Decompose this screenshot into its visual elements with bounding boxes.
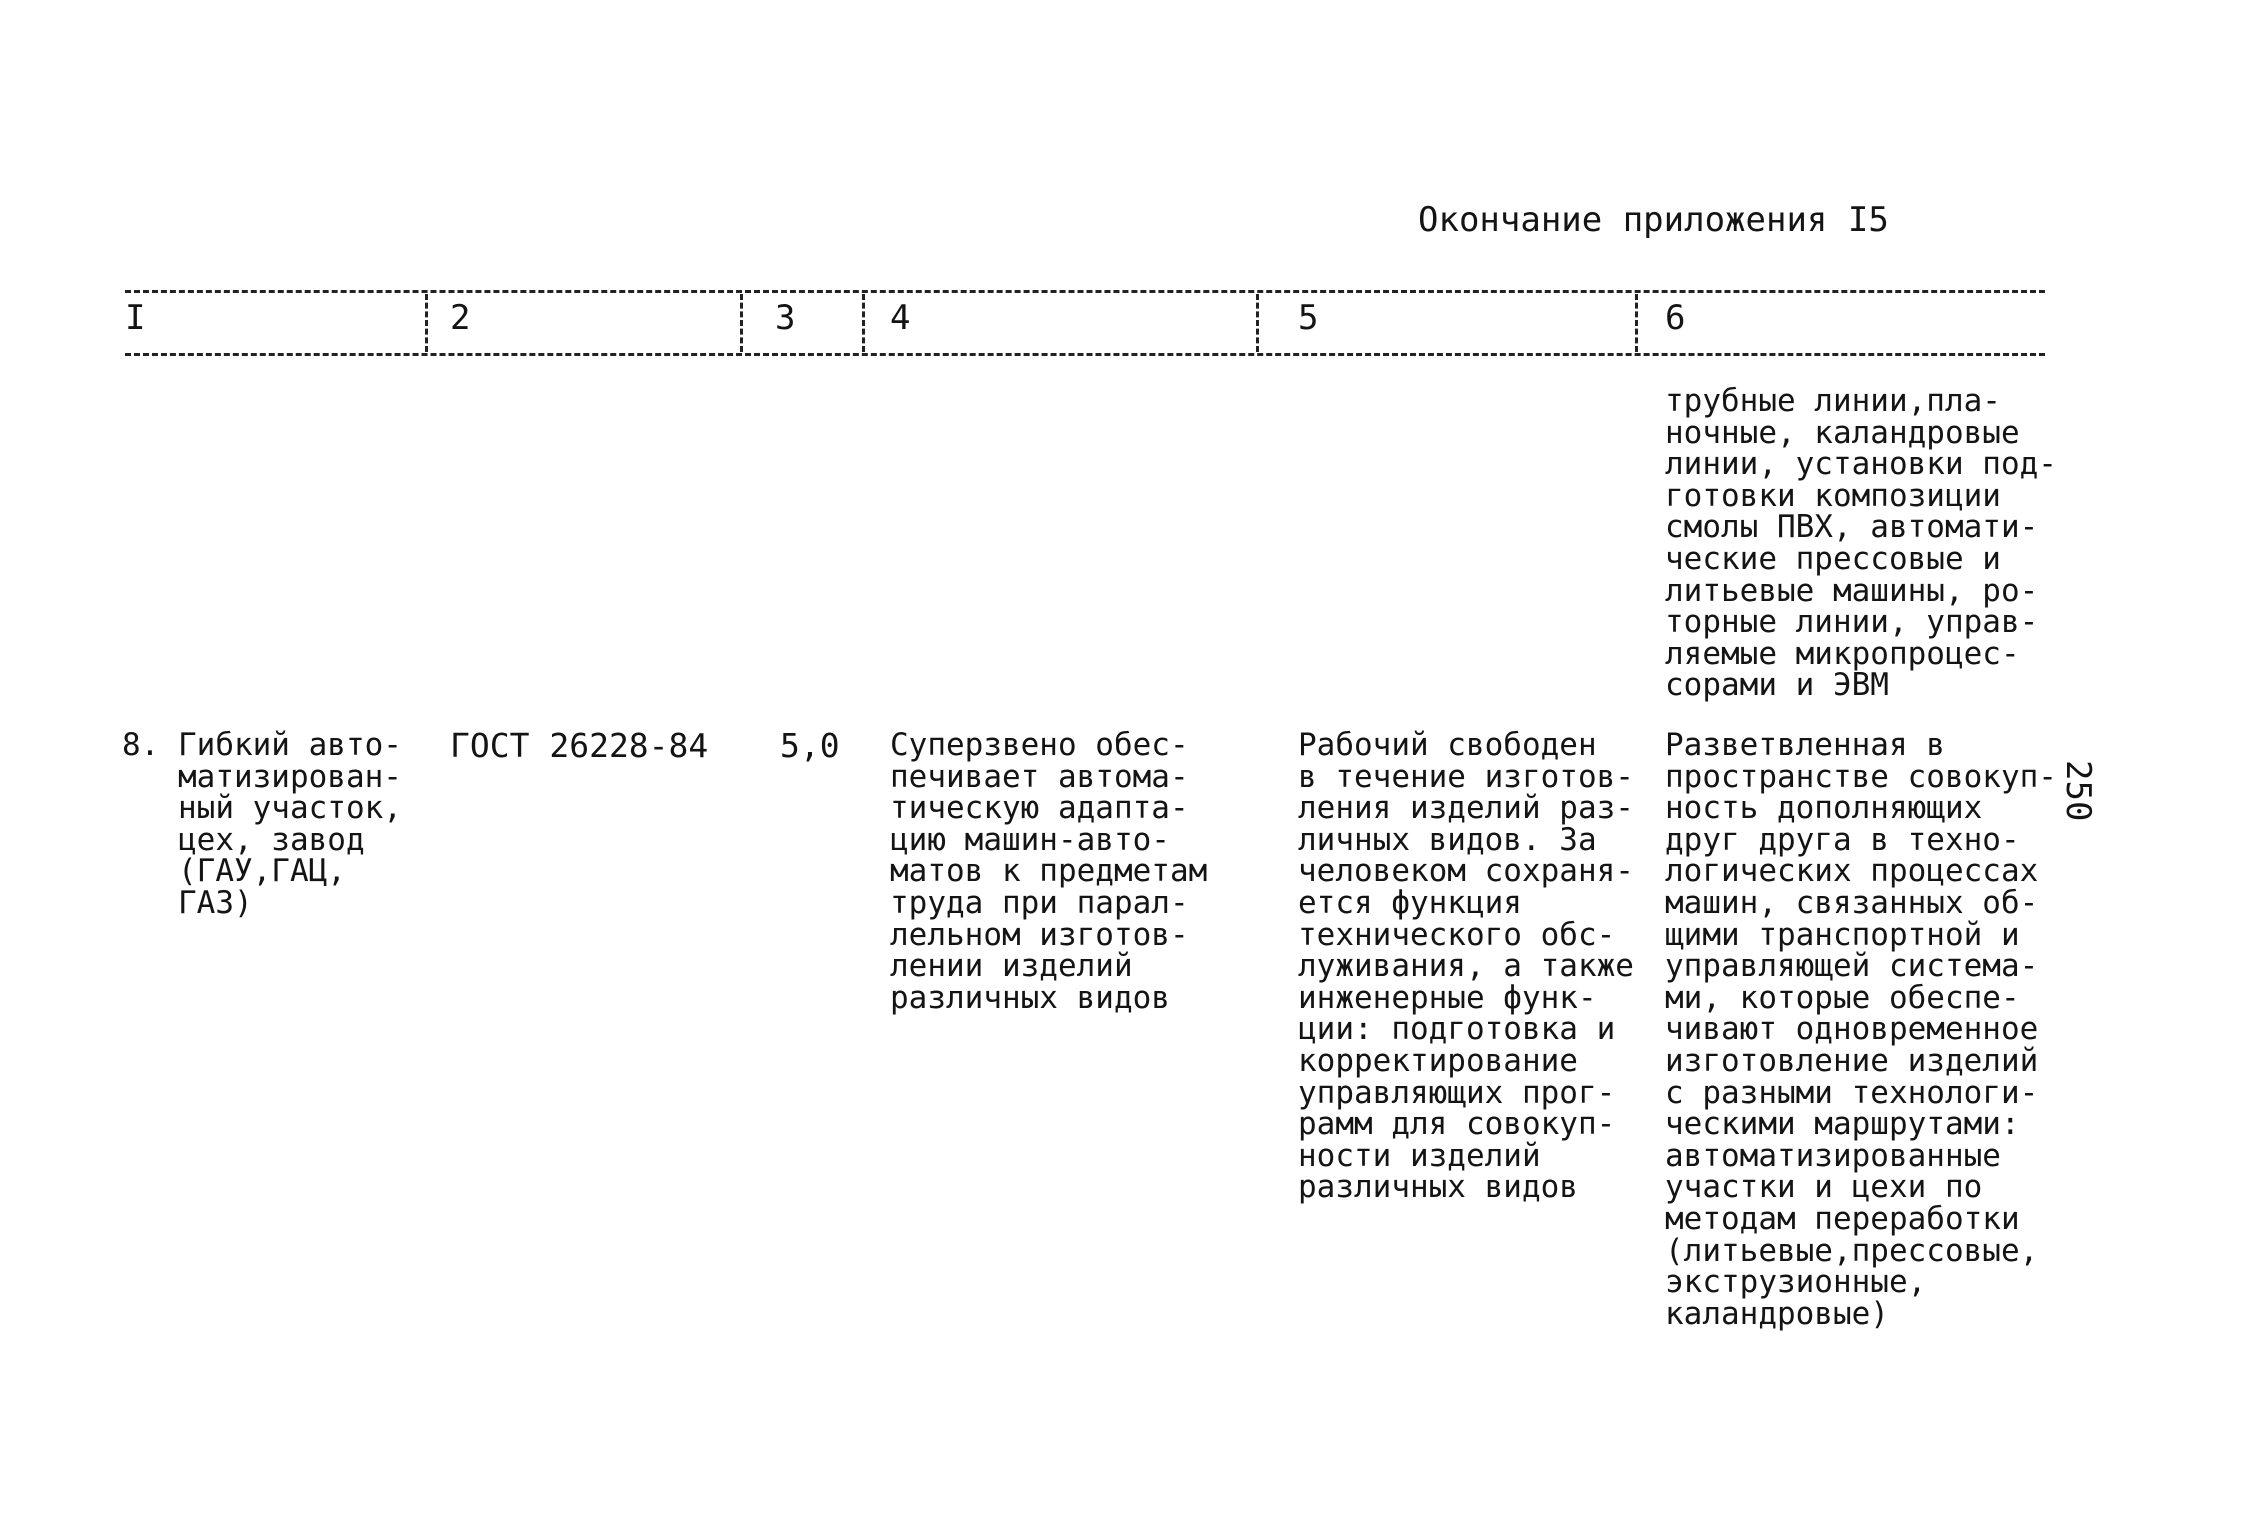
column-separator: [862, 294, 865, 352]
row-8-role-cell: Рабочий свободен в течение изготов- ления изделий раз- личных видов. За человеком сохраня- ется функция технического обс- луживания, а также инженерные функ- ции: подготовка и корректирование управляющих прог- рамм для совокуп- ности изделий различных видов: [1298, 727, 1634, 1206]
column-header-1: I: [125, 298, 146, 338]
column-separator: [1635, 294, 1638, 352]
continued-examples-cell: трубные линии,пла- ночные, каландровые линии, установки под- готовки композиции смолы ПВХ, автомати- ческие прессовые и литьевые машины, ро- торные линии, управ- ляемые микропроцес- сорами и ЭВМ: [1665, 383, 2057, 704]
appendix-end-note: Окончание приложения I5: [1418, 200, 1889, 240]
column-separator: [1256, 294, 1259, 352]
row-8-name-cell: 8. Гибкий авто- матизирован- ный участок, цех, завод (ГАУ,ГАЦ, ГАЗ): [122, 727, 402, 921]
table-top-rule: [125, 290, 2045, 293]
column-separator: [740, 294, 743, 352]
column-header-6: 6: [1665, 298, 1686, 338]
column-separator: [425, 294, 428, 352]
table-header-bottom-rule: [125, 353, 2045, 356]
row-8-description-cell: Суперзвено обес- печивает автома- тическую адапта- цию машин-авто- матов к предметам труда при парал- лельном изготов- лении изделий различных видов: [890, 727, 1208, 1016]
column-header-3: 3: [775, 298, 796, 338]
page-number: 250: [2058, 760, 2098, 822]
row-8-value-cell: 5,0: [780, 726, 840, 765]
column-header-5: 5: [1298, 298, 1319, 338]
column-header-4: 4: [890, 298, 911, 338]
column-header-2: 2: [450, 298, 471, 338]
row-8-standard-cell: ГОСТ 26228-84: [450, 726, 709, 765]
row-8-examples-cell: Разветвленная в пространстве совокуп- ность дополняющих друг друга в техно- логических процессах машин, связанных об- щими транспортной и управляющей системa- ми, которые обеспе- чивают одновременное изготовление изделий с разными технологи- ческими маршрутами: автоматизированные участки и цехи по методам переработки (литьевые,прессовые, экструзионные, каландровые): [1665, 727, 2057, 1332]
